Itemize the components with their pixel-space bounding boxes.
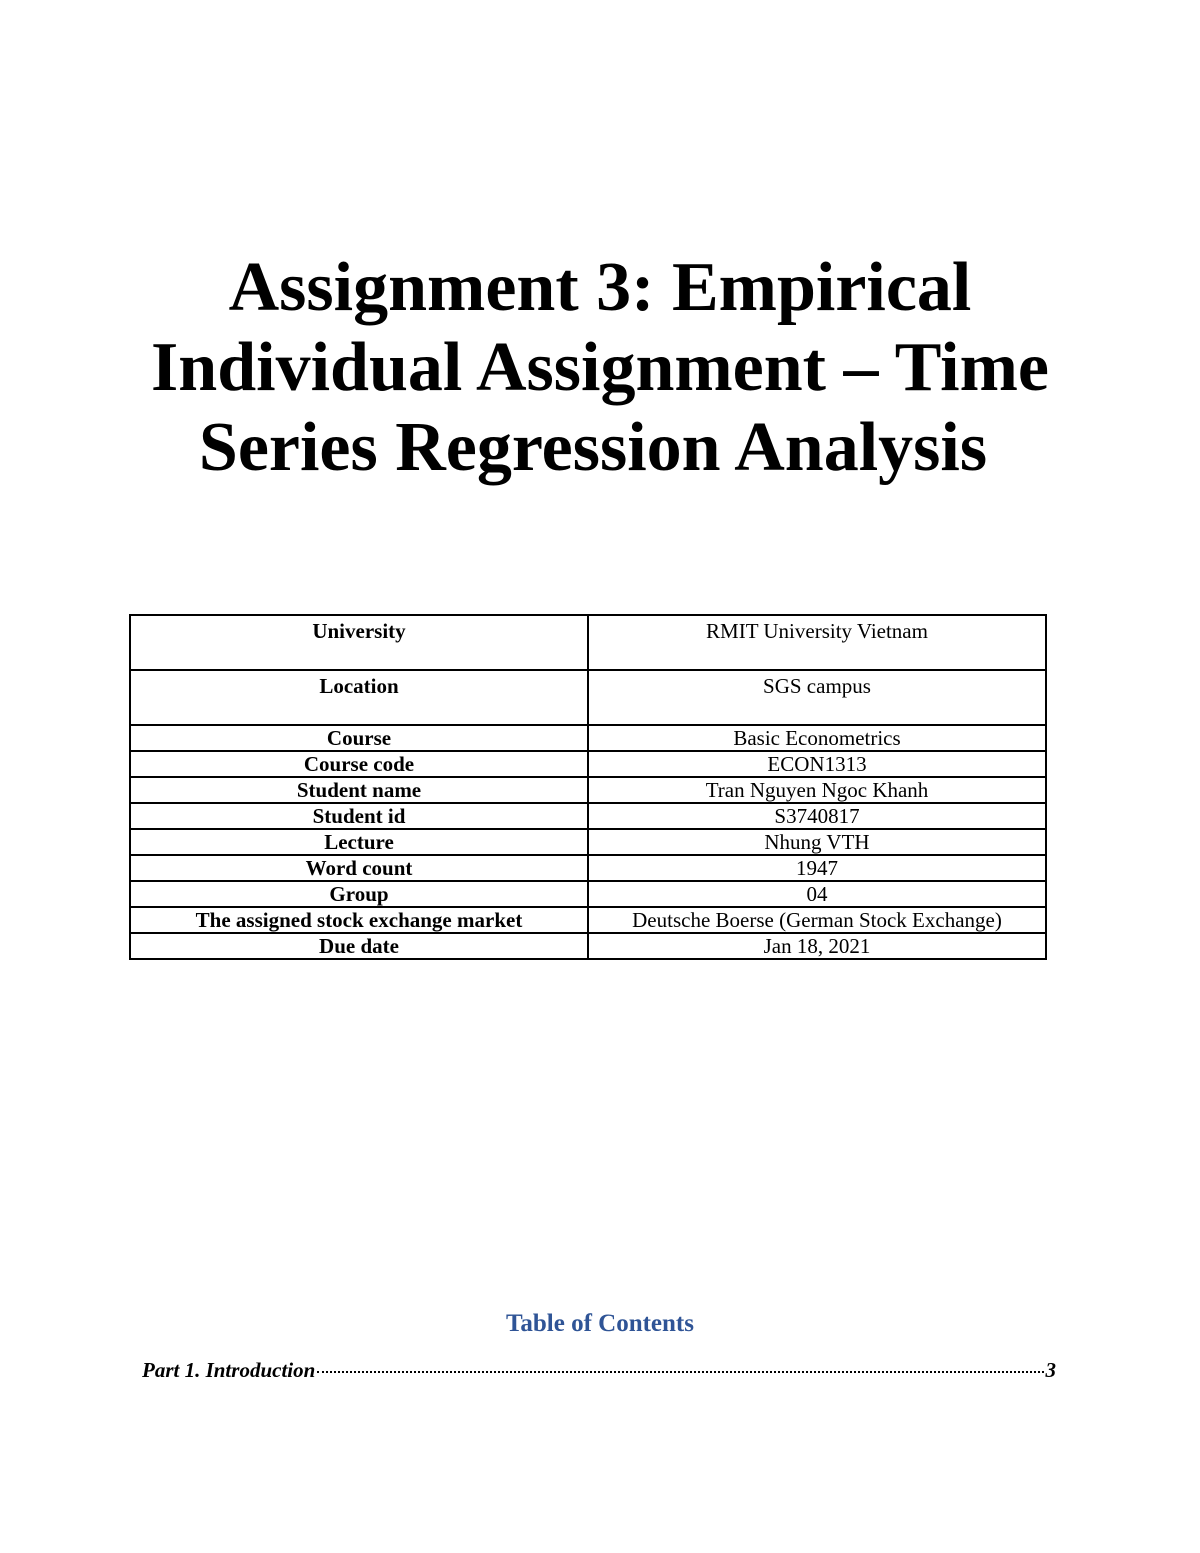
row-label: The assigned stock exchange market	[130, 907, 588, 933]
table-row	[130, 670, 1046, 725]
row-label: Lecture	[130, 829, 588, 855]
row-value: S3740817	[588, 803, 1046, 829]
table-row	[130, 881, 1046, 907]
row-value: Jan 18, 2021	[588, 933, 1046, 959]
toc-entry[interactable]	[142, 1358, 1056, 1383]
table-row	[130, 803, 1046, 829]
table-row	[130, 725, 1046, 751]
title-line-3: Series Regression Analysis	[198, 409, 988, 486]
row-value: Tran Nguyen Ngoc Khanh	[588, 777, 1046, 803]
row-value: Deutsche Boerse (German Stock Exchange)	[588, 907, 1046, 933]
table-row	[130, 907, 1046, 933]
toc-dot-leader	[317, 1371, 1043, 1373]
row-value: 04	[588, 881, 1046, 907]
title-line-1: Assignment 3: Empirical	[228, 249, 972, 326]
table-row	[130, 829, 1046, 855]
toc-heading: Table of Contents	[506, 1310, 694, 1337]
table-row	[130, 777, 1046, 803]
row-value: Nhung VTH	[588, 829, 1046, 855]
table-row	[130, 751, 1046, 777]
toc-entry-page: 3	[1045, 1358, 1056, 1382]
row-label: Word count	[130, 855, 588, 881]
table-row	[130, 615, 1046, 670]
row-value: ECON1313	[588, 751, 1046, 777]
row-label: Group	[130, 881, 588, 907]
info-table	[129, 614, 1047, 960]
table-row	[130, 855, 1046, 881]
row-label: Location	[130, 670, 588, 725]
row-label: Due date	[130, 933, 588, 959]
row-value: RMIT University Vietnam	[588, 615, 1046, 670]
row-value: Basic Econometrics	[588, 725, 1046, 751]
row-label: Student id	[130, 803, 588, 829]
row-label: Course	[130, 725, 588, 751]
document-title	[0, 248, 1200, 488]
title-line-2: Individual Assignment – Time	[151, 329, 1049, 406]
row-value: 1947	[588, 855, 1046, 881]
toc-entry-title: Part 1. Introduction	[142, 1358, 316, 1382]
row-value: SGS campus	[588, 670, 1046, 725]
row-label: Course code	[130, 751, 588, 777]
row-label: University	[130, 615, 588, 670]
table-row	[130, 933, 1046, 959]
row-label: Student name	[130, 777, 588, 803]
